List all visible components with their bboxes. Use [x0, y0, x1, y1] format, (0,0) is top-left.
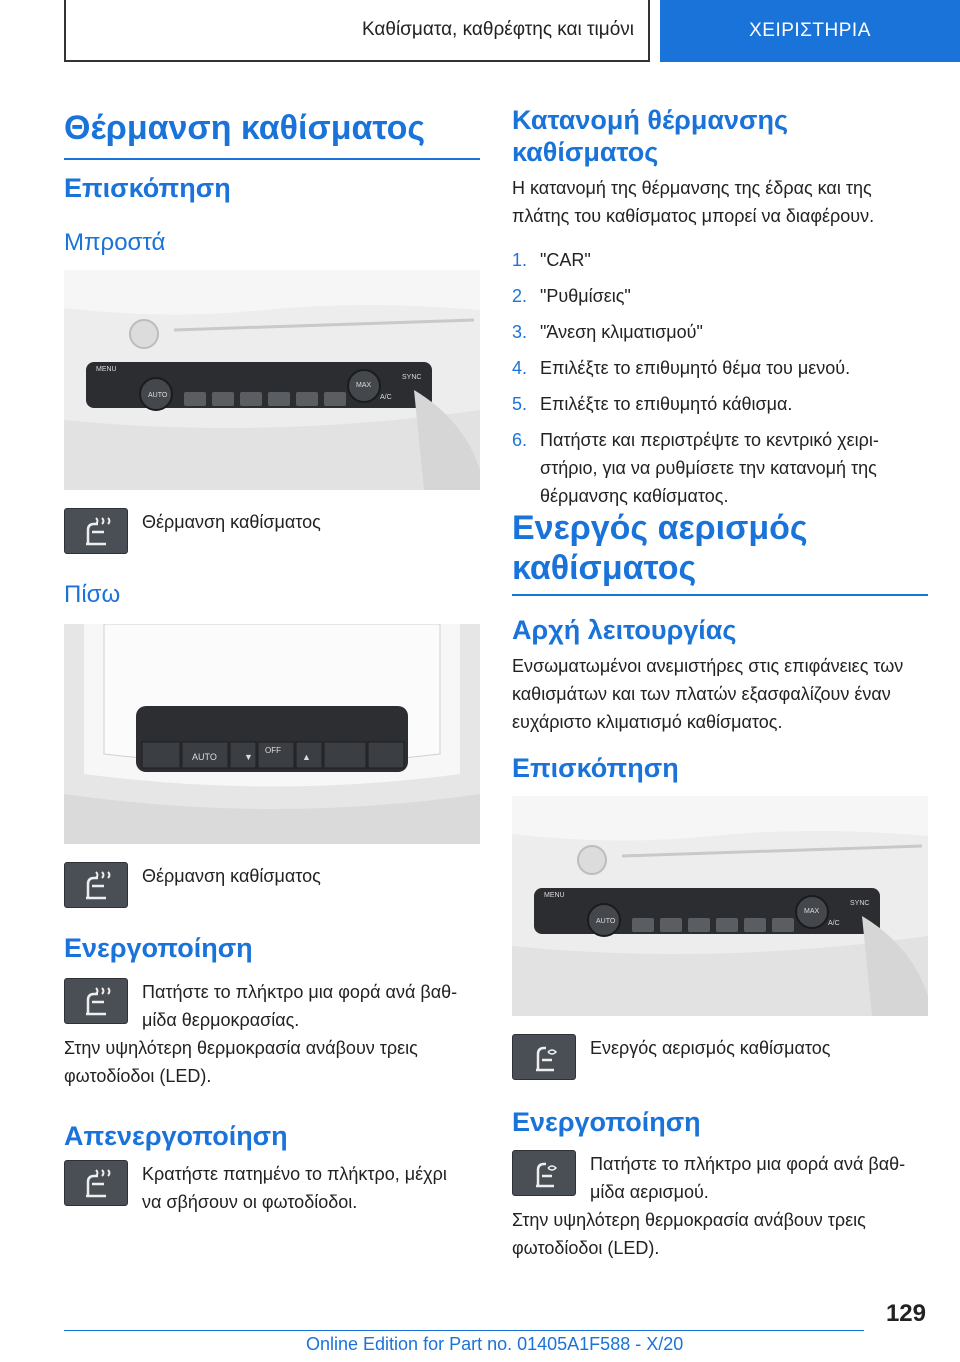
activation-text: Πατήστε το πλήκτρο μια φορά ανά βαθ-μίδα θερμοκρασίας. — [142, 982, 458, 1030]
activation-icon-text — [64, 978, 480, 1034]
title-rule — [64, 158, 480, 160]
ventilation-title-wrap — [512, 508, 928, 596]
activation-paragraph-wrap — [64, 1034, 480, 1090]
seat-heating-icon — [64, 862, 128, 908]
front-icon-caption — [64, 508, 321, 554]
vent-panel-label-sync: SYNC — [850, 900, 870, 907]
list-item: 3. "Άνεση κλιματισμού" — [512, 322, 703, 342]
heading-overview-ventilation: Επισκόπηση — [512, 753, 679, 783]
principle-text: Ενσωματωμένοι ανεμιστήρες στις επιφάνειες των καθισμάτων και των πλατών εξασφαλίζουν έναν ευχάριστο κλιματισμό καθίσματος. — [512, 656, 904, 732]
vent-activation-paragraph-wrap — [512, 1206, 928, 1262]
rear-panel-label-auto: AUTO — [192, 752, 217, 762]
vent-activation-icon-text — [512, 1150, 928, 1206]
panel-label-menu: MENU — [96, 366, 117, 373]
svg-text:▼: ▼ — [244, 752, 253, 762]
front-caption: Θέρμανση καθίσματος — [142, 512, 321, 532]
running-header-section: Καθίσματα, καθρέφτης και τιμόνι — [64, 0, 650, 62]
section-title-seat-heating: Θέρμανση καθίσματος — [64, 109, 426, 147]
vent-activation-text: Πατήστε το πλήκτρο μια φορά ανά βαθ-μίδα αερισμού. — [590, 1154, 906, 1202]
rear-panel-label-off: OFF — [265, 746, 281, 755]
activation-paragraph: Στην υψηλότερη θερμοκρασία ανάβουν τρεις φωτοδίοδοι (LED). — [64, 1038, 418, 1086]
running-header-chapter: ΧΕΙΡΙΣΤΗΡΙΑ — [660, 0, 960, 62]
rear-icon-caption — [64, 862, 321, 908]
vent-activation-paragraph: Στην υψηλότερη θερμοκρασία ανάβουν τρεις φωτοδίοδοι (LED). — [512, 1210, 866, 1258]
page-number: 129 — [885, 1300, 926, 1327]
heading-distribution: Κατανομή θέρμανσης καθίσματος — [512, 105, 789, 167]
seat-heating-icon — [64, 508, 128, 554]
heading-deactivation: Απενεργοποίηση — [64, 1121, 288, 1151]
vent-panel-label-auto: AUTO — [596, 918, 616, 925]
principle-wrap — [512, 652, 928, 736]
vent-panel-label-menu: MENU — [544, 892, 565, 899]
deactivation-text: Κρατήστε πατημένο το πλήκτρο, μέχρι να σβήσουν οι φωτοδίοδοι. — [142, 1164, 447, 1212]
heading-rear: Πίσω — [64, 581, 121, 608]
seat-ventilation-icon — [512, 1034, 576, 1080]
panel-label-ac: A/C — [380, 394, 392, 401]
seat-ventilation-icon — [512, 1150, 576, 1196]
heading-activation: Ενεργοποίηση — [64, 933, 253, 963]
vent-icon-caption — [512, 1034, 830, 1080]
ventilation-console-photo — [512, 796, 928, 1016]
footer-edition: Online Edition for Part no. 01405A1F588 - X/20 — [306, 1334, 684, 1354]
list-item: 6. Πατήστε και περιστρέψτε το κεντρικό χειρι-στήριο, για να ρυθμίσετε την κατανομή της θέρμανσης καθίσματος. — [512, 430, 879, 506]
rear-console-photo — [64, 624, 480, 844]
section-title-ventilation: Ενεργός αερισμός καθίσματος — [512, 509, 808, 587]
svg-text:▲: ▲ — [302, 752, 311, 762]
vent-panel-label-ac: A/C — [828, 920, 840, 927]
list-item: 2. "Ρυθμίσεις" — [512, 286, 631, 306]
panel-label-max: MAX — [356, 382, 372, 389]
panel-label-auto: AUTO — [148, 392, 168, 399]
seat-heating-icon — [64, 978, 128, 1024]
heading-overview: Επισκόπηση — [64, 173, 231, 203]
list-item: 4. Επιλέξτε το επιθυμητό θέμα του μενού. — [512, 358, 851, 378]
list-item: 1. "CAR" — [512, 250, 591, 270]
footer-rule — [64, 1330, 864, 1331]
distribution-section — [512, 104, 928, 518]
panel-label-sync: SYNC — [402, 374, 422, 381]
heading-front: Μπροστά — [64, 229, 166, 256]
distribution-steps — [512, 246, 928, 510]
distribution-text: Η κατανομή της θέρμανσης της έδρας και της πλάτης του καθίσματος μπορεί να διαφέρουν. — [512, 178, 875, 226]
heading-principle: Αρχή λειτουργίας — [512, 615, 737, 645]
vent-panel-label-max: MAX — [804, 908, 820, 915]
vent-caption: Ενεργός αερισμός καθίσματος — [590, 1038, 831, 1058]
ventilation-rule — [512, 594, 928, 596]
left-column — [64, 108, 480, 160]
seat-heating-icon — [64, 1160, 128, 1206]
rear-caption: Θέρμανση καθίσματος — [142, 866, 321, 886]
front-console-photo — [64, 270, 480, 490]
deactivation-icon-text — [64, 1160, 480, 1216]
heading-vent-activation: Ενεργοποίηση — [512, 1107, 701, 1137]
list-item: 5. Επιλέξτε το επιθυμητό κάθισμα. — [512, 394, 793, 414]
